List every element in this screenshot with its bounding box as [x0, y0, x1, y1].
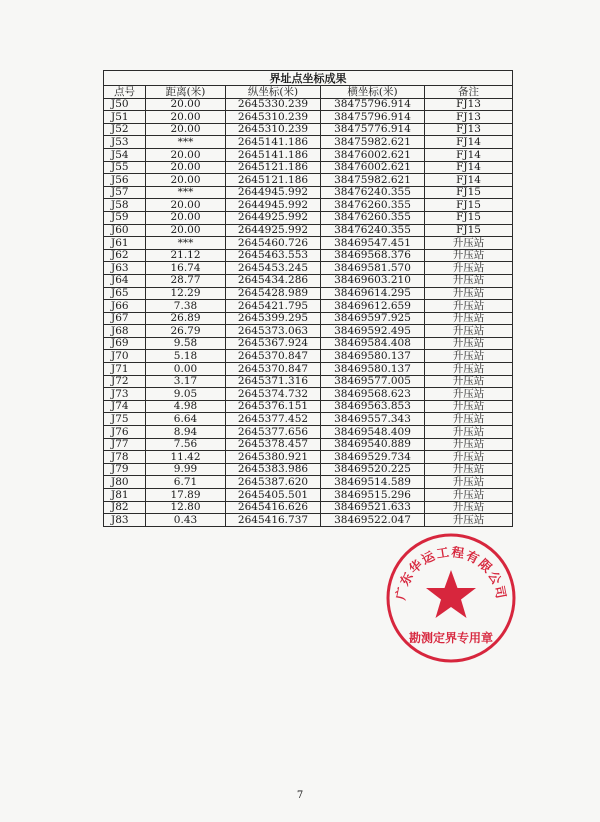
cell-northing: 2645374.732 — [226, 388, 321, 401]
cell-distance: 9.05 — [146, 388, 226, 401]
cell-easting: 38469614.295 — [321, 287, 425, 300]
cell-distance: 20.00 — [146, 111, 226, 124]
header-easting: 横坐标(米) — [321, 86, 425, 99]
cell-remark: FJ15 — [425, 199, 513, 212]
cell-distance: *** — [146, 186, 226, 199]
cell-point-id: J53 — [104, 136, 146, 149]
cell-distance: 9.58 — [146, 337, 226, 350]
cell-point-id: J67 — [104, 312, 146, 325]
page-number: 7 — [296, 790, 304, 801]
cell-northing: 2644945.992 — [226, 199, 321, 212]
cell-easting: 38469515.296 — [321, 489, 425, 502]
cell-remark: 升压站 — [425, 350, 513, 363]
cell-northing: 2644925.992 — [226, 211, 321, 224]
cell-easting: 38476240.355 — [321, 224, 425, 237]
seal-bottom-text: 勘测定界专用章 — [408, 631, 494, 645]
table-row — [104, 161, 513, 174]
cell-point-id: J59 — [104, 211, 146, 224]
table-row — [104, 337, 513, 350]
table-row — [104, 514, 513, 527]
table-row — [104, 350, 513, 363]
table-row — [104, 426, 513, 439]
cell-easting: 38475776.914 — [321, 123, 425, 136]
table-row — [104, 325, 513, 338]
cell-point-id: J80 — [104, 476, 146, 489]
table-row — [104, 489, 513, 502]
cell-distance: 20.00 — [146, 98, 226, 111]
table-row — [104, 413, 513, 426]
cell-distance: *** — [146, 136, 226, 149]
table-row — [104, 111, 513, 124]
table-row — [104, 98, 513, 111]
cell-remark: FJ15 — [425, 211, 513, 224]
cell-easting: 38469514.589 — [321, 476, 425, 489]
cell-easting: 38469568.623 — [321, 388, 425, 401]
cell-distance: 20.00 — [146, 161, 226, 174]
seal-arc-text: 广东华运工程有限公司 — [392, 544, 510, 602]
cell-point-id: J64 — [104, 274, 146, 287]
cell-remark: 升压站 — [425, 426, 513, 439]
cell-remark: 升压站 — [425, 413, 513, 426]
cell-northing: 2645428.989 — [226, 287, 321, 300]
cell-easting: 38469580.137 — [321, 363, 425, 376]
cell-distance: 6.64 — [146, 413, 226, 426]
cell-distance: 11.42 — [146, 451, 226, 464]
cell-easting: 38475796.914 — [321, 98, 425, 111]
table-row — [104, 451, 513, 464]
cell-point-id: J81 — [104, 489, 146, 502]
cell-distance: 20.00 — [146, 174, 226, 187]
cell-northing: 2645373.063 — [226, 325, 321, 338]
cell-easting: 38475796.914 — [321, 111, 425, 124]
cell-point-id: J65 — [104, 287, 146, 300]
seal-ring — [388, 535, 514, 661]
cell-point-id: J52 — [104, 123, 146, 136]
cell-northing: 2645371.316 — [226, 375, 321, 388]
cell-northing: 2645453.245 — [226, 262, 321, 275]
cell-northing: 2645310.239 — [226, 123, 321, 136]
cell-easting: 38476260.355 — [321, 211, 425, 224]
table-row — [104, 274, 513, 287]
cell-northing: 2645121.186 — [226, 161, 321, 174]
cell-point-id: J72 — [104, 375, 146, 388]
cell-easting: 38475982.621 — [321, 136, 425, 149]
cell-remark: 升压站 — [425, 262, 513, 275]
cell-northing: 2645370.847 — [226, 363, 321, 376]
cell-remark: FJ15 — [425, 186, 513, 199]
cell-easting: 38469603.210 — [321, 274, 425, 287]
cell-northing: 2645399.295 — [226, 312, 321, 325]
cell-easting: 38476240.355 — [321, 186, 425, 199]
cell-distance: 0.43 — [146, 514, 226, 527]
cell-point-id: J76 — [104, 426, 146, 439]
cell-remark: 升压站 — [425, 363, 513, 376]
table-title: 界址点坐标成果 — [104, 71, 513, 86]
cell-northing: 2645405.501 — [226, 489, 321, 502]
cell-remark: FJ13 — [425, 111, 513, 124]
header-row — [104, 86, 513, 99]
table-row — [104, 186, 513, 199]
cell-easting: 38476002.621 — [321, 148, 425, 161]
cell-distance: 20.00 — [146, 199, 226, 212]
cell-point-id: J56 — [104, 174, 146, 187]
cell-easting: 38469520.225 — [321, 463, 425, 476]
cell-distance: 20.00 — [146, 224, 226, 237]
cell-northing: 2644925.992 — [226, 224, 321, 237]
cell-northing: 2645380.921 — [226, 451, 321, 464]
cell-point-id: J60 — [104, 224, 146, 237]
cell-northing: 2645370.847 — [226, 350, 321, 363]
coordinate-table — [103, 70, 513, 527]
cell-point-id: J66 — [104, 300, 146, 313]
table-body — [104, 98, 513, 526]
cell-distance: 12.29 — [146, 287, 226, 300]
cell-easting: 38469548.409 — [321, 426, 425, 439]
table-row — [104, 199, 513, 212]
cell-point-id: J62 — [104, 249, 146, 262]
cell-easting: 38476260.355 — [321, 199, 425, 212]
cell-remark: FJ14 — [425, 161, 513, 174]
cell-northing: 2645383.986 — [226, 463, 321, 476]
svg-text:广东华运工程有限公司 — [393, 544, 510, 601]
cell-point-id: J69 — [104, 337, 146, 350]
cell-point-id: J55 — [104, 161, 146, 174]
cell-remark: 升压站 — [425, 463, 513, 476]
table-row — [104, 388, 513, 401]
cell-point-id: J70 — [104, 350, 146, 363]
cell-easting: 38469612.659 — [321, 300, 425, 313]
cell-northing: 2645330.239 — [226, 98, 321, 111]
cell-distance: 26.79 — [146, 325, 226, 338]
cell-point-id: J51 — [104, 111, 146, 124]
cell-point-id: J79 — [104, 463, 146, 476]
cell-point-id: J54 — [104, 148, 146, 161]
cell-distance: 17.89 — [146, 489, 226, 502]
cell-remark: 升压站 — [425, 400, 513, 413]
cell-easting: 38469584.408 — [321, 337, 425, 350]
cell-point-id: J74 — [104, 400, 146, 413]
cell-distance: 0.00 — [146, 363, 226, 376]
cell-remark: 升压站 — [425, 287, 513, 300]
cell-distance: 16.74 — [146, 262, 226, 275]
cell-remark: FJ15 — [425, 224, 513, 237]
seal-star-icon — [426, 570, 476, 618]
cell-remark: 升压站 — [425, 375, 513, 388]
cell-easting: 38469540.889 — [321, 438, 425, 451]
cell-northing: 2645121.186 — [226, 174, 321, 187]
cell-easting: 38469547.451 — [321, 237, 425, 250]
cell-remark: 升压站 — [425, 312, 513, 325]
cell-distance: 4.98 — [146, 400, 226, 413]
table-row — [104, 400, 513, 413]
cell-easting: 38469521.633 — [321, 501, 425, 514]
table-row — [104, 363, 513, 376]
cell-remark: 升压站 — [425, 274, 513, 287]
cell-easting: 38469529.734 — [321, 451, 425, 464]
cell-distance: 5.18 — [146, 350, 226, 363]
cell-distance: 8.94 — [146, 426, 226, 439]
cell-easting: 38469581.570 — [321, 262, 425, 275]
cell-northing: 2645434.286 — [226, 274, 321, 287]
cell-remark: FJ14 — [425, 136, 513, 149]
table-row — [104, 148, 513, 161]
cell-remark: 升压站 — [425, 237, 513, 250]
table-row — [104, 501, 513, 514]
cell-point-id: J57 — [104, 186, 146, 199]
cell-distance: 12.80 — [146, 501, 226, 514]
cell-northing: 2645377.656 — [226, 426, 321, 439]
cell-remark: 升压站 — [425, 514, 513, 527]
cell-remark: FJ13 — [425, 98, 513, 111]
cell-easting: 38469568.376 — [321, 249, 425, 262]
header-northing: 纵坐标(米) — [226, 86, 321, 99]
cell-northing: 2644945.992 — [226, 186, 321, 199]
cell-remark: 升压站 — [425, 337, 513, 350]
cell-point-id: J61 — [104, 237, 146, 250]
table-row — [104, 136, 513, 149]
company-seal — [383, 530, 519, 666]
cell-northing: 2645421.795 — [226, 300, 321, 313]
table-row — [104, 174, 513, 187]
cell-distance: 3.17 — [146, 375, 226, 388]
cell-easting: 38469597.925 — [321, 312, 425, 325]
cell-northing: 2645141.186 — [226, 136, 321, 149]
cell-northing: 2645376.151 — [226, 400, 321, 413]
cell-point-id: J71 — [104, 363, 146, 376]
cell-easting: 38469557.343 — [321, 413, 425, 426]
cell-northing: 2645460.726 — [226, 237, 321, 250]
cell-point-id: J83 — [104, 514, 146, 527]
cell-point-id: J78 — [104, 451, 146, 464]
header-point-id: 点号 — [104, 86, 146, 99]
cell-distance: 20.00 — [146, 211, 226, 224]
cell-remark: 升压站 — [425, 249, 513, 262]
cell-remark: FJ14 — [425, 174, 513, 187]
table-row — [104, 287, 513, 300]
cell-remark: 升压站 — [425, 501, 513, 514]
cell-remark: 升压站 — [425, 451, 513, 464]
cell-easting: 38469592.495 — [321, 325, 425, 338]
table-row — [104, 438, 513, 451]
cell-northing: 2645416.626 — [226, 501, 321, 514]
cell-distance: 6.71 — [146, 476, 226, 489]
cell-remark: 升压站 — [425, 476, 513, 489]
table-row — [104, 312, 513, 325]
header-distance: 距离(米) — [146, 86, 226, 99]
cell-northing: 2645310.239 — [226, 111, 321, 124]
cell-point-id: J58 — [104, 199, 146, 212]
cell-remark: 升压站 — [425, 300, 513, 313]
table-row — [104, 463, 513, 476]
cell-easting: 38469563.853 — [321, 400, 425, 413]
cell-easting: 38469577.005 — [321, 375, 425, 388]
cell-easting: 38469580.137 — [321, 350, 425, 363]
cell-distance: 20.00 — [146, 148, 226, 161]
cell-northing: 2645367.924 — [226, 337, 321, 350]
cell-distance: 9.99 — [146, 463, 226, 476]
cell-remark: FJ14 — [425, 148, 513, 161]
table-row — [104, 237, 513, 250]
table-row — [104, 262, 513, 275]
header-remark: 备注 — [425, 86, 513, 99]
cell-easting: 38476002.621 — [321, 161, 425, 174]
table-row — [104, 300, 513, 313]
cell-point-id: J73 — [104, 388, 146, 401]
cell-distance: 20.00 — [146, 123, 226, 136]
cell-remark: 升压站 — [425, 325, 513, 338]
cell-northing: 2645463.553 — [226, 249, 321, 262]
cell-easting: 38469522.047 — [321, 514, 425, 527]
table-row — [104, 476, 513, 489]
cell-distance: 7.56 — [146, 438, 226, 451]
table-row — [104, 375, 513, 388]
cell-remark: FJ13 — [425, 123, 513, 136]
cell-remark: 升压站 — [425, 388, 513, 401]
cell-distance: 21.12 — [146, 249, 226, 262]
table-row — [104, 224, 513, 237]
cell-easting: 38475982.621 — [321, 174, 425, 187]
cell-point-id: J63 — [104, 262, 146, 275]
cell-northing: 2645387.620 — [226, 476, 321, 489]
cell-northing: 2645416.737 — [226, 514, 321, 527]
cell-remark: 升压站 — [425, 438, 513, 451]
cell-point-id: J77 — [104, 438, 146, 451]
cell-point-id: J75 — [104, 413, 146, 426]
cell-distance: *** — [146, 237, 226, 250]
cell-remark: 升压站 — [425, 489, 513, 502]
table-row — [104, 249, 513, 262]
table-row — [104, 123, 513, 136]
cell-northing: 2645377.452 — [226, 413, 321, 426]
cell-point-id: J82 — [104, 501, 146, 514]
table-row — [104, 211, 513, 224]
cell-distance: 26.89 — [146, 312, 226, 325]
cell-northing: 2645378.457 — [226, 438, 321, 451]
cell-distance: 7.38 — [146, 300, 226, 313]
cell-distance: 28.77 — [146, 274, 226, 287]
cell-point-id: J50 — [104, 98, 146, 111]
cell-northing: 2645141.186 — [226, 148, 321, 161]
cell-point-id: J68 — [104, 325, 146, 338]
